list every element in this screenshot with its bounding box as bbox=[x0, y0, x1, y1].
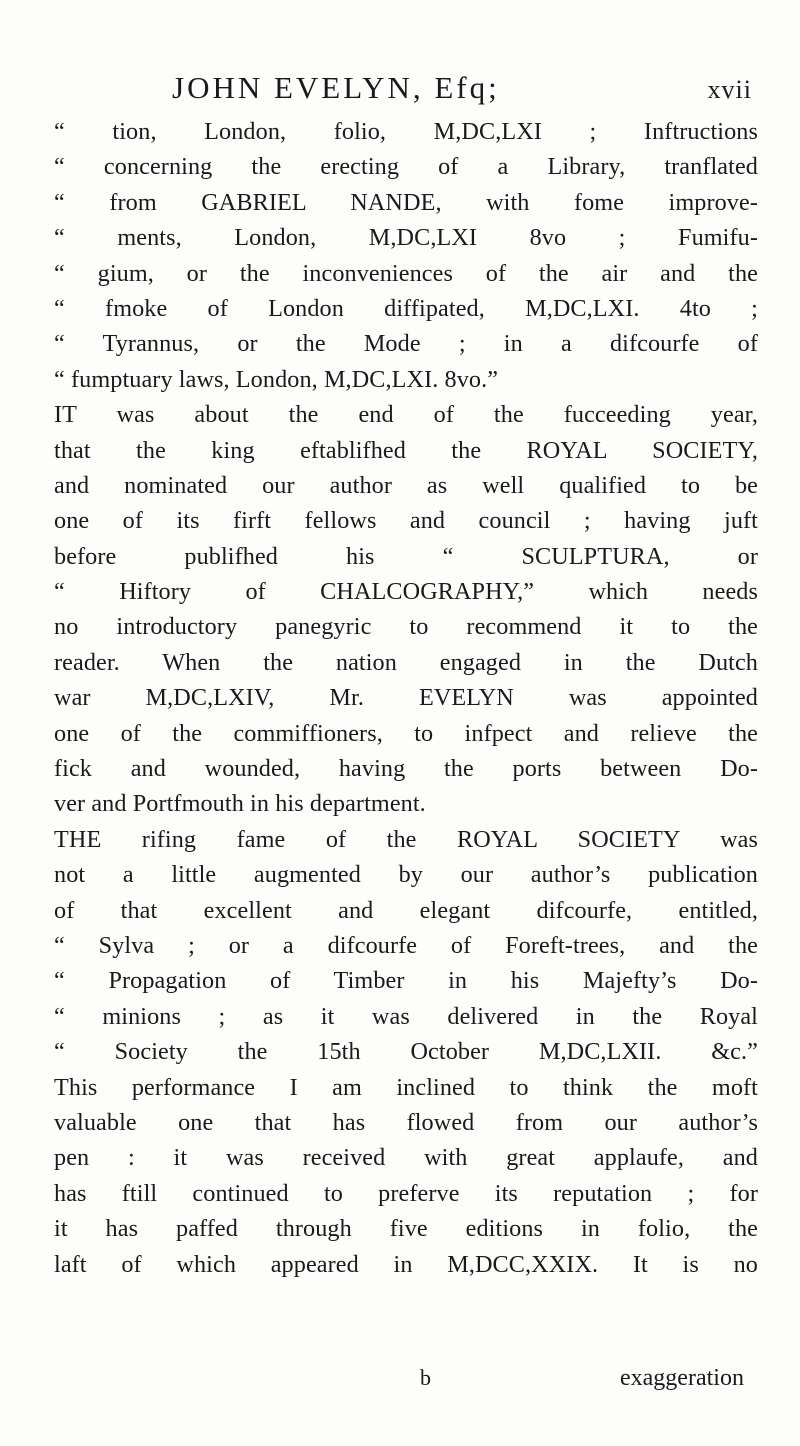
text-line: “ fumptuary laws, London, M,DC,LXI. 8vo.” bbox=[54, 365, 499, 393]
text-line: one of its firft fellows and council ; having juft bbox=[54, 507, 758, 535]
text-line: laft of which appeared in M,DCC,XXIX. It is no bbox=[54, 1250, 758, 1278]
text-line: before publifhed his “ SCULPTURA, or bbox=[54, 542, 758, 570]
text-line: IT was about the end of the fucceeding year, bbox=[54, 401, 758, 429]
text-line: “ concerning the erecting of a Library, tranflated bbox=[54, 153, 758, 181]
text-line: “ Society the 15th October M,DC,LXII. &c.” bbox=[54, 1038, 758, 1066]
text-line: “ Hiftory of CHALCOGRAPHY,” which needs bbox=[54, 578, 758, 606]
page-number: xvii bbox=[707, 75, 752, 104]
text-line: “ Sylva ; or a difcourfe of Foreft-trees, and the bbox=[54, 931, 758, 959]
text-line: “ from GABRIEL NANDE, with fome improve- bbox=[54, 188, 758, 216]
text-line: of that excellent and elegant difcourfe, entitled, bbox=[54, 896, 758, 924]
text-line: “ tion, London, folio, M,DC,LXI ; Inftructions bbox=[54, 118, 758, 145]
text-line: ver and Portfmouth in his department. bbox=[54, 790, 426, 818]
text-line: This performance I am inclined to think the moft bbox=[54, 1073, 758, 1101]
text-line: “ minions ; as it was delivered in the Royal bbox=[54, 1002, 758, 1030]
running-head bbox=[172, 70, 752, 110]
text-line: that the king eftablifhed the ROYAL SOCIETY, bbox=[54, 436, 758, 464]
text-line: THE rifing fame of the ROYAL SOCIETY was bbox=[54, 825, 758, 853]
text-line: one of the commiffioners, to infpect and relieve the bbox=[54, 719, 758, 747]
text-line: reader. When the nation engaged in the Dutch bbox=[54, 648, 758, 676]
text-line: it has paffed through five editions in folio, the bbox=[54, 1215, 758, 1243]
text-line: fick and wounded, having the ports between Do- bbox=[54, 755, 758, 783]
text-line: valuable one that has flowed from our author’s bbox=[54, 1108, 758, 1136]
running-head-title: JOHN EVELYN, Efq; bbox=[172, 70, 500, 105]
body-text bbox=[54, 114, 758, 1282]
text-line: war M,DC,LXIV, Mr. EVELYN was appointed bbox=[54, 684, 758, 712]
page-footer bbox=[0, 1365, 800, 1395]
text-line: no introductory panegyric to recommend it to the bbox=[54, 613, 758, 641]
text-line: has ftill continued to preferve its reputation ; for bbox=[54, 1179, 758, 1207]
text-line: “ Tyrannus, or the Mode ; in a difcourfe of bbox=[54, 330, 758, 358]
text-line: “ gium, or the inconveniences of the air and the bbox=[54, 259, 758, 287]
text-line: and nominated our author as well qualified to be bbox=[54, 471, 758, 499]
text-line: pen : it was received with great applaufe, and bbox=[54, 1144, 758, 1172]
catchword: exaggeration bbox=[620, 1365, 744, 1391]
signature-mark: b bbox=[420, 1365, 431, 1390]
text-line: “ Propagation of Timber in his Majefty’s Do- bbox=[54, 967, 758, 995]
text-line: “ ments, London, M,DC,LXI 8vo ; Fumifu- bbox=[54, 224, 758, 252]
text-line: not a little augmented by our author’s publication bbox=[54, 861, 758, 889]
text-line: “ fmoke of London diffipated, M,DC,LXI. 4to ; bbox=[54, 294, 758, 322]
